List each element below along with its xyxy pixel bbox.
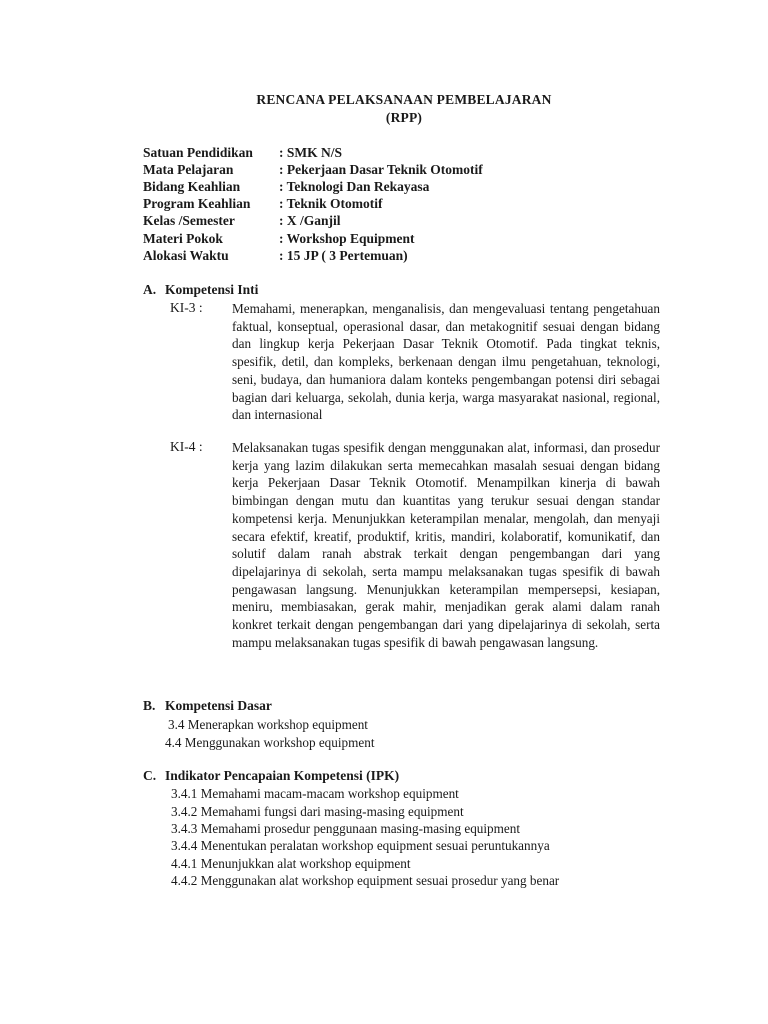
kd-item: 3.4 Menerapkan workshop equipment bbox=[168, 717, 368, 732]
ipk-item: 4.4.1 Menunjukkan alat workshop equipment bbox=[171, 856, 411, 871]
section-title: Kompetensi Dasar bbox=[165, 698, 272, 713]
ipk-item: 4.4.2 Menggunakan alat workshop equipment sesuai prosedur yang benar bbox=[171, 873, 560, 888]
identity-value: : SMK N/S bbox=[279, 145, 343, 160]
ipk-item: 3.4.2 Memahami fungsi dari masing-masing equipment bbox=[171, 804, 464, 819]
identity-label: Kelas /Semester bbox=[143, 213, 235, 228]
section-title: Kompetensi Inti bbox=[165, 282, 259, 297]
ki-3-text: Memahami, menerapkan, menganalisis, dan mengevaluasi tentang pengetahuan faktual, konseptual, operasional dasar, dan metakognitif sesuai dengan bidang dan lingkup kerja Pekerjaan Dasar Teknik Otomotif. Pada tingkat teknis, spesifik, detil, dan kompleks, berkenaan dengan ilmu pengetahuan, teknologi, seni, budaya, dan humaniora dalam konteks pengembangan potensi diri sebagai bagian dari keluarga, sekolah, dunia kerja, warga masyarakat nasional, regional, dan internasional bbox=[232, 301, 660, 423]
ipk-item: 3.4.4 Menentukan peralatan workshop equipment sesuai peruntukannya bbox=[171, 838, 550, 853]
section-letter: A. bbox=[143, 282, 157, 297]
ki-3-label: KI-3 : bbox=[170, 300, 203, 315]
ipk-item: 3.4.3 Memahami prosedur penggunaan masing-masing equipment bbox=[171, 821, 521, 836]
ipk-item: 3.4.1 Memahami macam-macam workshop equipment bbox=[171, 786, 459, 801]
identity-value: : Workshop Equipment bbox=[279, 231, 415, 246]
document-subtitle: (RPP) bbox=[385, 110, 423, 125]
identity-label: Program Keahlian bbox=[143, 196, 251, 211]
identity-label: Alokasi Waktu bbox=[143, 248, 229, 263]
identity-label: Bidang Keahlian bbox=[143, 179, 241, 194]
identity-value: : Pekerjaan Dasar Teknik Otomotif bbox=[279, 162, 483, 177]
kd-item: 4.4 Menggunakan workshop equipment bbox=[165, 735, 375, 750]
ki-4-text: Melaksanakan tugas spesifik dengan menggunakan alat, informasi, dan prosedur kerja yang lazim dilakukan serta memecahkan masalah sesuai dengan bidang kerja Pekerjaan Dasar Teknik Otomotif. Menampilkan kinerja di bawah bimbingan dengan mutu dan kuantitas yang terukur sesuai dengan standar kompetensi kerja. Menunjukkan keterampilan menalar, mengolah, dan menyaji secara efektif, kreatif, produktif, kritis, mandiri, kolaboratif, komunikatif, dan solutif dalam ranah abstrak terkait dengan pengembangan dari yang dipelajarinya di sekolah, serta mampu melaksanakan tugas spesifik di bawah pengawasan langsung. Menunjukkan keterampilan mempersepsi, kesiapan, meniru, membiasakan, gerak mahir, menjadikan gerak alami dalam ranah konkret terkait dengan pengembangan dari yang dipelajarinya di sekolah, serta mampu melaksanakan tugas spesifik di bawah pengawasan langsung. bbox=[232, 440, 660, 650]
identity-label: Materi Pokok bbox=[143, 231, 223, 246]
identity-label: Satuan Pendidikan bbox=[143, 145, 253, 160]
identity-label: Mata Pelajaran bbox=[143, 162, 234, 177]
identity-value: : X /Ganjil bbox=[279, 213, 341, 228]
section-letter: C. bbox=[143, 768, 157, 783]
section-title: Indikator Pencapaian Kompetensi (IPK) bbox=[165, 768, 400, 783]
identity-value: : Teknik Otomotif bbox=[279, 196, 383, 211]
section-letter: B. bbox=[143, 698, 156, 713]
identity-value: : Teknologi Dan Rekayasa bbox=[279, 179, 430, 194]
identity-value: : 15 JP ( 3 Pertemuan) bbox=[279, 248, 408, 263]
ki-4-label: KI-4 : bbox=[170, 439, 203, 454]
document-title: RENCANA PELAKSANAAN PEMBELAJARAN bbox=[256, 92, 552, 107]
